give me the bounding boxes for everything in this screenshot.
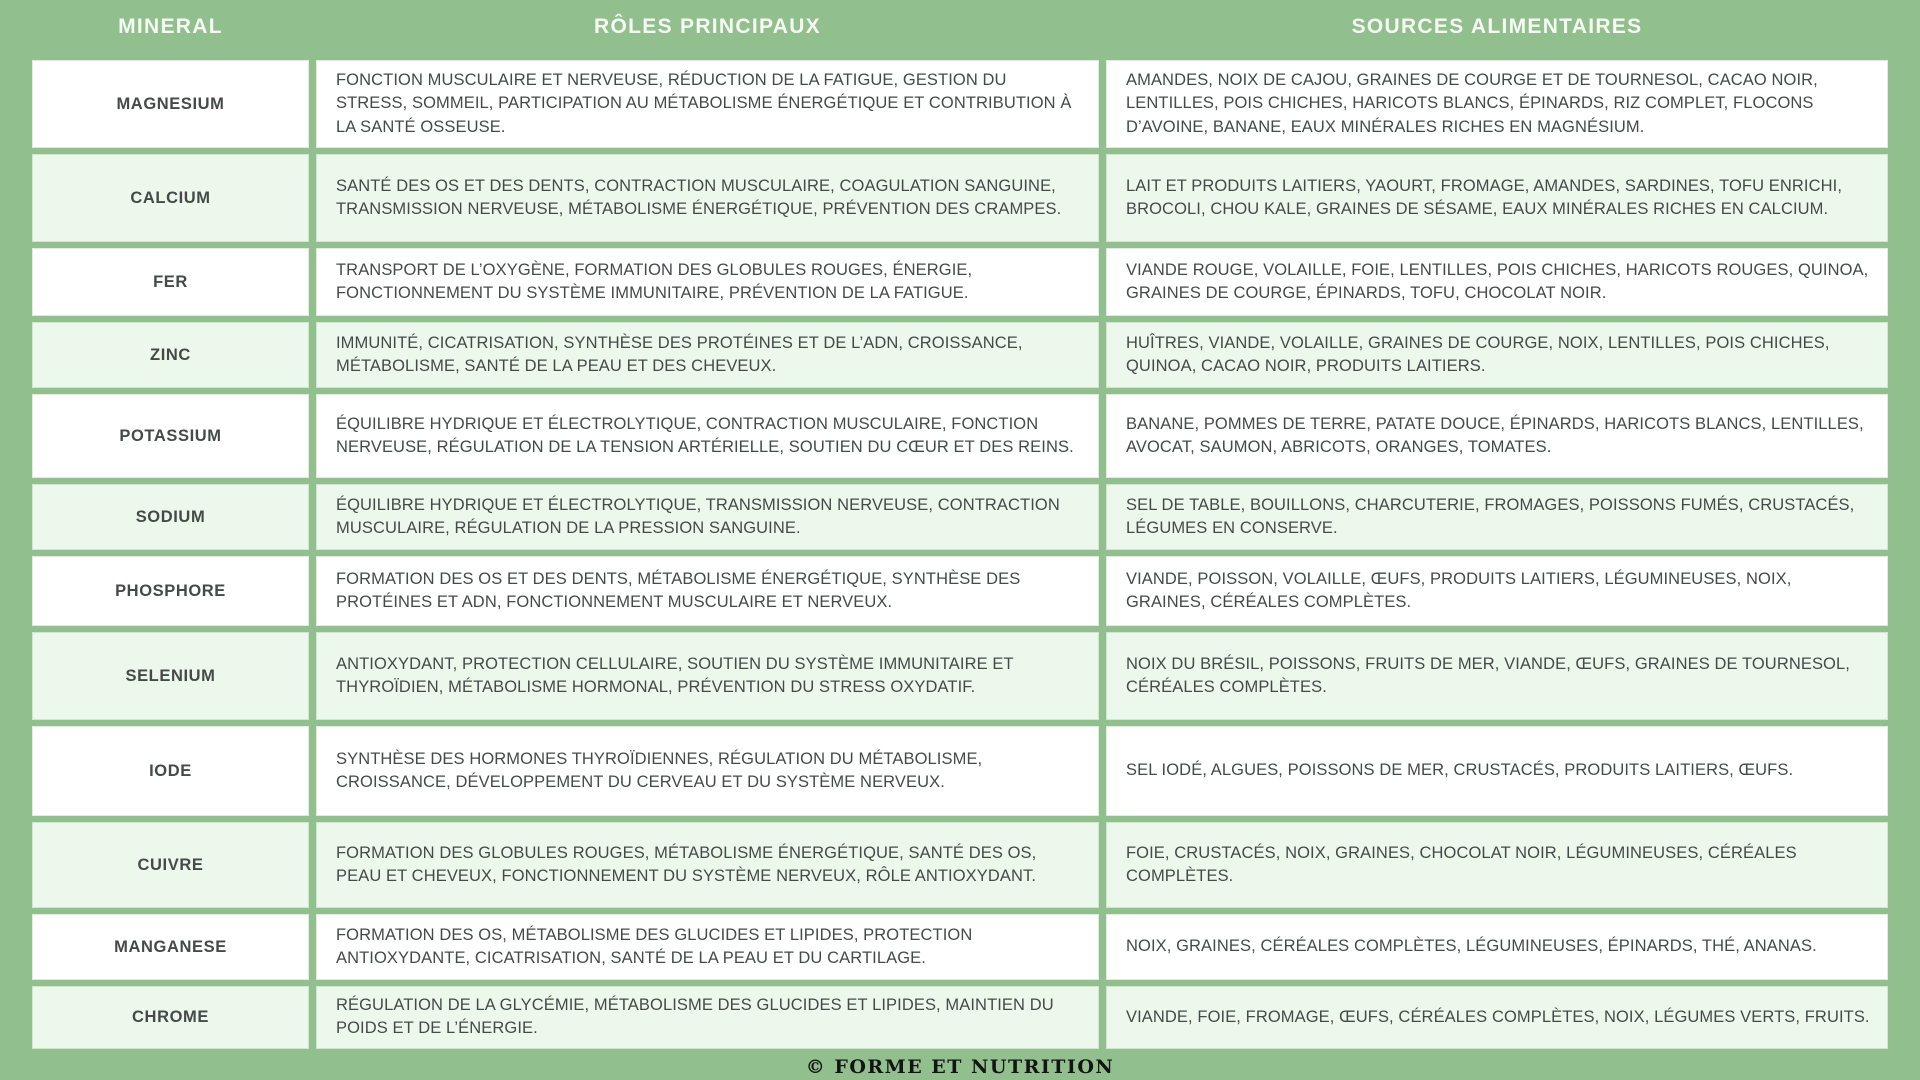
column-header-roles: RÔLES PRINCIPAUX — [594, 15, 821, 38]
sources-cell — [1106, 726, 1888, 816]
sources-text: FOIE, CRUSTACÉS, NOIX, GRAINES, CHOCOLAT NOIR, LÉGUMINEUSES, CÉRÉALES COMPLÈTES. — [1126, 843, 1797, 885]
roles-text: FONCTION MUSCULAIRE ET NERVEUSE, RÉDUCTION DE LA FATIGUE, GESTION DU STRESS, SOMMEIL, PARTICIPATION AU MÉTABOLISME ÉNERGÉTIQUE ET CONTRIBUTION À LA SANTÉ OSSEUSE. — [336, 70, 1072, 136]
mineral-name-cell — [32, 822, 309, 908]
table-row — [32, 248, 1888, 316]
mineral-name-cell — [32, 322, 309, 388]
table-row — [32, 394, 1888, 478]
sources-text: SEL IODÉ, ALGUES, POISSONS DE MER, CRUSTACÉS, PRODUITS LAITIERS, ŒUFS. — [1126, 761, 1794, 780]
table-body — [0, 54, 1920, 1054]
mineral-name-cell — [32, 60, 309, 148]
mineral-name-cell — [32, 556, 309, 626]
roles-text: SYNTHÈSE DES HORMONES THYROÏDIENNES, RÉGULATION DU MÉTABOLISME, CROISSANCE, DÉVELOPPEMENT DU CERVEAU ET DU SYSTÈME NERVEUX. — [336, 749, 983, 791]
roles-cell — [316, 822, 1099, 908]
sources-cell — [1106, 154, 1888, 242]
table-row — [32, 986, 1888, 1049]
roles-cell — [316, 154, 1099, 242]
roles-cell — [316, 632, 1099, 720]
roles-cell — [316, 322, 1099, 388]
table-row — [32, 914, 1888, 980]
sources-text: LAIT ET PRODUITS LAITIERS, YAOURT, FROMAGE, AMANDES, SARDINES, TOFU ENRICHI, BROCOLI, CHOU KALE, GRAINES DE SÉSAME, EAUX MINÉRALES RICHES EN CALCIUM. — [1126, 176, 1843, 218]
sources-text: AMANDES, NOIX DE CAJOU, GRAINES DE COURGE ET DE TOURNESOL, CACAO NOIR, LENTILLES, POIS CHICHES, HARICOTS BLANCS, ÉPINARDS, RIZ COMPLET, FLOCONS D’AVOINE, BANANE, EAUX MINÉRALES RICHES EN MAGNÉSIUM. — [1126, 70, 1818, 136]
footer — [0, 1054, 1920, 1080]
mineral-name-cell — [32, 914, 309, 980]
mineral-name: CUIVRE — [137, 855, 204, 874]
sources-text: SEL DE TABLE, BOUILLONS, CHARCUTERIE, FROMAGES, POISSONS FUMÉS, CRUSTACÉS, LÉGUMES EN CONSERVE. — [1126, 495, 1855, 537]
mineral-name: SELENIUM — [125, 666, 216, 685]
table-row — [32, 60, 1888, 148]
sources-cell — [1106, 632, 1888, 720]
mineral-name-cell — [32, 248, 309, 316]
mineral-name: CHROME — [132, 1007, 209, 1026]
sources-text: BANANE, POMMES DE TERRE, PATATE DOUCE, ÉPINARDS, HARICOTS BLANCS, LENTILLES, AVOCAT, SAUMON, ABRICOTS, ORANGES, TOMATES. — [1126, 414, 1864, 456]
mineral-name: MAGNESIUM — [116, 94, 225, 113]
mineral-name: CALCIUM — [130, 188, 211, 207]
table-row — [32, 632, 1888, 720]
mineral-name-cell — [32, 632, 309, 720]
mineral-name: FER — [153, 272, 188, 291]
column-header-mineral: MINERAL — [118, 15, 223, 38]
mineral-name-cell — [32, 986, 309, 1049]
mineral-name: PHOSPHORE — [115, 581, 226, 600]
mineral-name-cell — [32, 484, 309, 550]
mineral-name: ZINC — [150, 345, 191, 364]
roles-text: RÉGULATION DE LA GLYCÉMIE, MÉTABOLISME DES GLUCIDES ET LIPIDES, MAINTIEN DU POIDS ET DE L’ÉNERGIE. — [336, 996, 1054, 1038]
roles-cell — [316, 248, 1099, 316]
sources-cell — [1106, 394, 1888, 478]
roles-text: FORMATION DES GLOBULES ROUGES, MÉTABOLISME ÉNERGÉTIQUE, SANTÉ DES OS, PEAU ET CHEVEUX, FONCTIONNEMENT DU SYSTÈME NERVEUX, RÔLE ANTIOXYDANT. — [336, 843, 1037, 885]
roles-text: ANTIOXYDANT, PROTECTION CELLULAIRE, SOUTIEN DU SYSTÈME IMMUNITAIRE ET THYROÏDIEN, MÉTABOLISME HORMONAL, PRÉVENTION DU STRESS OXYDATIF. — [336, 654, 1014, 696]
sources-cell — [1106, 322, 1888, 388]
column-header-sources: SOURCES ALIMENTAIRES — [1351, 15, 1643, 38]
mineral-name: MANGANESE — [114, 937, 227, 956]
sources-cell — [1106, 60, 1888, 148]
sources-cell — [1106, 248, 1888, 316]
sources-text: NOIX, GRAINES, CÉRÉALES COMPLÈTES, LÉGUMINEUSES, ÉPINARDS, THÉ, ANANAS. — [1126, 937, 1817, 956]
table-row — [32, 484, 1888, 550]
roles-cell — [316, 60, 1099, 148]
sources-cell — [1106, 822, 1888, 908]
roles-text: SANTÉ DES OS ET DES DENTS, CONTRACTION MUSCULAIRE, COAGULATION SANGUINE, TRANSMISSION NERVEUSE, MÉTABOLISME ÉNERGÉTIQUE, PRÉVENTION DES CRAMPES. — [336, 176, 1062, 218]
roles-text: ÉQUILIBRE HYDRIQUE ET ÉLECTROLYTIQUE, TRANSMISSION NERVEUSE, CONTRACTION MUSCULAIRE, RÉGULATION DE LA PRESSION SANGUINE. — [336, 495, 1060, 537]
sources-text: NOIX DU BRÉSIL, POISSONS, FRUITS DE MER, VIANDE, ŒUFS, GRAINES DE TOURNESOL, CÉRÉALES COMPLÈTES. — [1126, 654, 1850, 696]
table-row — [32, 822, 1888, 908]
table-header — [0, 0, 1920, 54]
mineral-name-cell — [32, 154, 309, 242]
roles-text: FORMATION DES OS, MÉTABOLISME DES GLUCIDES ET LIPIDES, PROTECTION ANTIOXYDANTE, CICATRISATION, SANTÉ DE LA PEAU ET DU CARTILAGE. — [336, 925, 973, 967]
mineral-name-cell — [32, 726, 309, 816]
copyright-credit: © FORME ET NUTRITION — [805, 1056, 1115, 1078]
sources-text: VIANDE, POISSON, VOLAILLE, ŒUFS, PRODUITS LAITIERS, LÉGUMINEUSES, NOIX, GRAINES, CÉRÉALES COMPLÈTES. — [1126, 569, 1792, 611]
sources-text: VIANDE ROUGE, VOLAILLE, FOIE, LENTILLES, POIS CHICHES, HARICOTS ROUGES, QUINOA, GRAINES DE COURGE, ÉPINARDS, TOFU, CHOCOLAT NOIR. — [1126, 260, 1869, 302]
sources-cell — [1106, 986, 1888, 1049]
sources-cell — [1106, 484, 1888, 550]
roles-cell — [316, 484, 1099, 550]
roles-text: FORMATION DES OS ET DES DENTS, MÉTABOLISME ÉNERGÉTIQUE, SYNTHÈSE DES PROTÉINES ET ADN, FONCTIONNEMENT MUSCULAIRE ET NERVEUX. — [336, 569, 1021, 611]
table-row — [32, 154, 1888, 242]
table-row — [32, 726, 1888, 816]
roles-cell — [316, 986, 1099, 1049]
mineral-name: IODE — [149, 761, 192, 780]
sources-cell — [1106, 556, 1888, 626]
roles-cell — [316, 726, 1099, 816]
mineral-name: SODIUM — [135, 507, 206, 526]
roles-cell — [316, 394, 1099, 478]
table-row — [32, 322, 1888, 388]
mineral-name: POTASSIUM — [119, 426, 222, 445]
sources-cell — [1106, 914, 1888, 980]
roles-text: IMMUNITÉ, CICATRISATION, SYNTHÈSE DES PROTÉINES ET DE L’ADN, CROISSANCE, MÉTABOLISME, SANTÉ DE LA PEAU ET DES CHEVEUX. — [336, 333, 1023, 375]
mineral-name-cell — [32, 394, 309, 478]
roles-text: TRANSPORT DE L’OXYGÈNE, FORMATION DES GLOBULES ROUGES, ÉNERGIE, FONCTIONNEMENT DU SYSTÈME IMMUNITAIRE, PRÉVENTION DE LA FATIGUE. — [336, 260, 973, 302]
sources-text: HUÎTRES, VIANDE, VOLAILLE, GRAINES DE COURGE, NOIX, LENTILLES, POIS CHICHES, QUINOA, CACAO NOIR, PRODUITS LAITIERS. — [1126, 333, 1830, 375]
table-row — [32, 556, 1888, 626]
roles-cell — [316, 914, 1099, 980]
roles-cell — [316, 556, 1099, 626]
roles-text: ÉQUILIBRE HYDRIQUE ET ÉLECTROLYTIQUE, CONTRACTION MUSCULAIRE, FONCTION NERVEUSE, RÉGULATION DE LA TENSION ARTÉRIELLE, SOUTIEN DU CŒUR ET DES REINS. — [336, 414, 1074, 456]
sources-text: VIANDE, FOIE, FROMAGE, ŒUFS, CÉRÉALES COMPLÈTES, NOIX, LÉGUMES VERTS, FRUITS. — [1126, 1007, 1870, 1026]
